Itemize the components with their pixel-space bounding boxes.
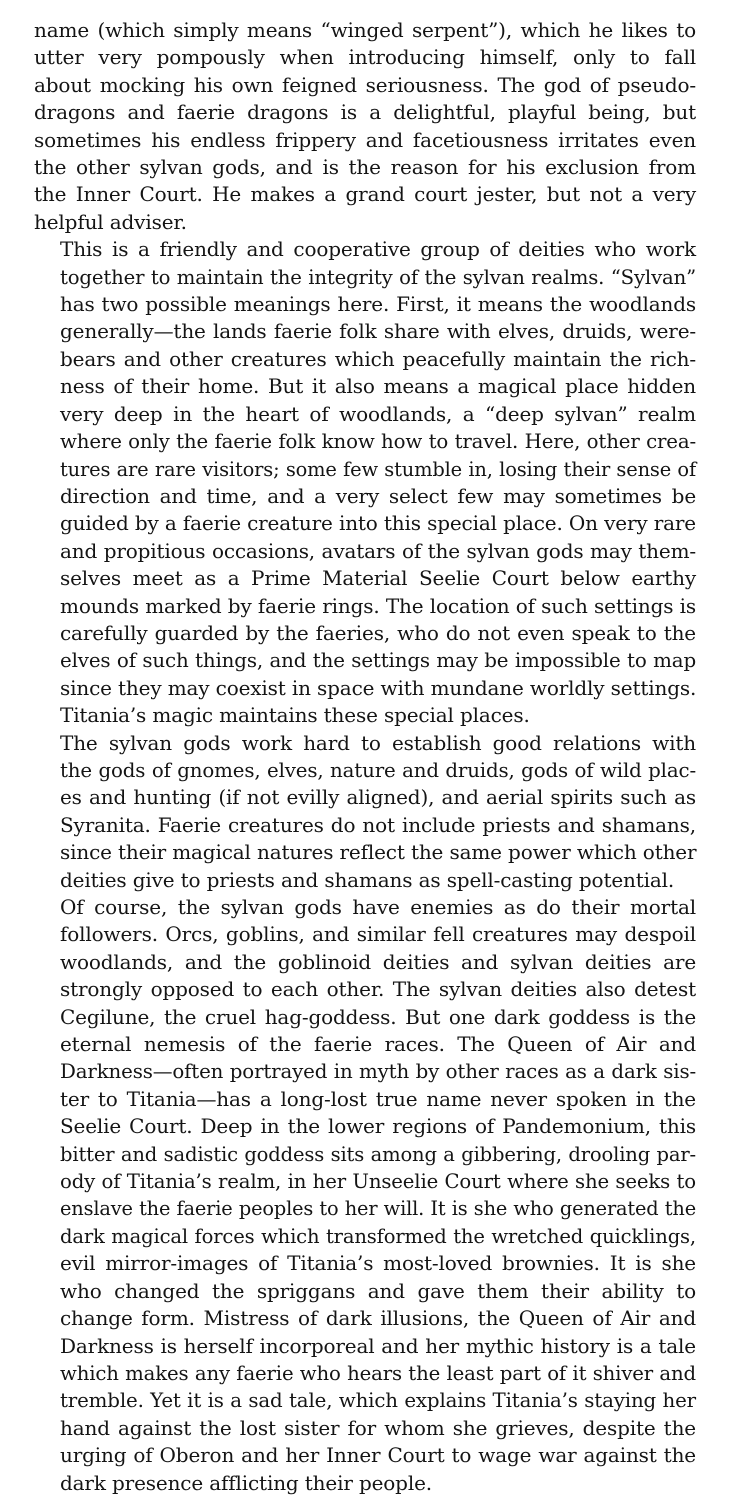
text-line: Darkness—often portrayed in myth by other races as a dark sis-	[60, 1060, 696, 1084]
text-line: change form. Mistress of dark illusions, the Queen of Air and	[60, 1306, 696, 1331]
text-line: strongly opposed to each other. The sylvan deities also detest	[60, 977, 696, 1002]
text-line: deities give to priests and shamans as spell-casting potential.	[60, 867, 675, 892]
text-line: the Inner Court. He makes a grand court jester, but not a very	[34, 182, 696, 207]
text-line: es and hunting (if not evilly aligned), and aerial spirits such as	[60, 785, 696, 810]
text-line: Of course, the sylvan gods have enemies as do their mortal	[60, 895, 696, 919]
text-line: urging of Oberon and her Inner Court to wage war against the	[60, 1443, 696, 1468]
text-line: bitter and sadistic goddess sits among a gibbering, drooling par-	[60, 1142, 696, 1166]
text-line: generally—the lands faerie folk share with elves, druids, were-	[60, 319, 696, 344]
paragraph-1	[34, 17, 696, 236]
paragraph-2	[34, 236, 696, 729]
text-line: The sylvan gods work hard to establish good relations with	[60, 730, 696, 755]
text-line: elves of such things, and the settings may be impossible to map	[60, 649, 696, 673]
text-line: the gods of gnomes, elves, nature and druids, gods of wild plac-	[60, 758, 696, 782]
text-line: direction and time, and a very select few may sometimes be	[60, 483, 696, 508]
text-line: has two possible meanings here. First, it means the woodlands	[60, 292, 696, 317]
text-line: since their magical natures reflect the same power which other	[60, 840, 697, 865]
text-line: ness of their home. But it also means a magical place hidden	[60, 374, 696, 399]
text-line: eternal nemesis of the faerie races. The Queen of Air and	[60, 1032, 696, 1057]
text-line: hand against the lost sister for whom she grieves, despite the	[60, 1415, 696, 1440]
text-line: This is a friendly and cooperative group of deities who work	[60, 237, 696, 262]
text-line: very deep in the heart of woodlands, a “deep sylvan” realm	[60, 401, 696, 426]
text-line: since they may coexist in space with mundane worldly settings.	[60, 675, 697, 700]
text-line: tures are rare visitors; some few stumble in, losing their sense of	[60, 457, 696, 481]
text-line: ter to Titania—has a long-lost true name never spoken in the	[60, 1086, 696, 1111]
paragraph-4	[34, 894, 696, 1497]
text-line: dark presence afflicting their people.	[60, 1470, 432, 1495]
text-line: about mocking his own feigned seriousness. The god of pseudo-	[34, 72, 696, 97]
text-line: bears and other creatures which peacefully maintain the rich-	[60, 346, 696, 371]
text-line: utter very pompously when introducing himself, only to fall	[34, 45, 696, 70]
text-line: dragons and faerie dragons is a delightful, playful being, but	[34, 100, 696, 125]
text-line: Seelie Court. Deep in the lower regions of Pandemonium, this	[60, 1114, 696, 1139]
text-line: woodlands, and the goblinoid deities and sylvan deities are	[60, 949, 696, 974]
text-line: evil mirror-images of Titania’s most-loved brownies. It is she	[60, 1251, 696, 1276]
text-line: followers. Orcs, goblins, and similar fell creatures may despoil	[60, 922, 696, 947]
text-line: mounds marked by faerie rings. The location of such settings is	[60, 593, 696, 618]
text-line: Syranita. Faerie creatures do not include priests and shamans,	[60, 812, 696, 837]
text-line: Cegilune, the cruel hag-goddess. But one dark goddess is the	[60, 1004, 696, 1029]
paragraph-3	[34, 730, 696, 894]
text-line: ody of Titania’s realm, in her Unseelie Court where she seeks to	[60, 1170, 696, 1194]
text-line: and propitious occasions, avatars of the sylvan gods may them-	[60, 538, 696, 563]
text-line: which makes any faerie who hears the least part of it shiver and	[60, 1361, 696, 1385]
text-line: tremble. Yet it is a sad tale, which explains Titania’s staying her	[60, 1389, 696, 1413]
text-line: guided by a faerie creature into this special place. On very rare	[60, 511, 696, 536]
text-line: enslave the faerie peoples to her will. It is she who generated the	[60, 1197, 696, 1221]
document-page	[34, 17, 696, 1497]
text-line: together to maintain the integrity of the sylvan realms. “Sylvan”	[60, 265, 696, 289]
text-line: Titania’s magic maintains these special places.	[60, 703, 530, 728]
text-line: where only the faerie folk know how to travel. Here, other crea-	[60, 430, 696, 454]
text-line: sometimes his endless frippery and facetiousness irritates even	[34, 127, 696, 152]
text-line: Darkness is herself incorporeal and her mythic history is a tale	[60, 1333, 696, 1358]
text-line: dark magical forces which transformed the wretched quicklings,	[60, 1224, 696, 1248]
text-line: who changed the spriggans and gave them their ability to	[60, 1278, 696, 1303]
text-line: name (which simply means “winged serpent”), which he likes to	[34, 18, 696, 42]
text-line: the other sylvan gods, and is the reason for his exclusion from	[34, 155, 696, 180]
text-line: carefully guarded by the faeries, who do not even speak to the	[60, 620, 696, 645]
text-line: helpful adviser.	[34, 209, 187, 234]
text-line: selves meet as a Prime Material Seelie Court below earthy	[60, 566, 696, 591]
